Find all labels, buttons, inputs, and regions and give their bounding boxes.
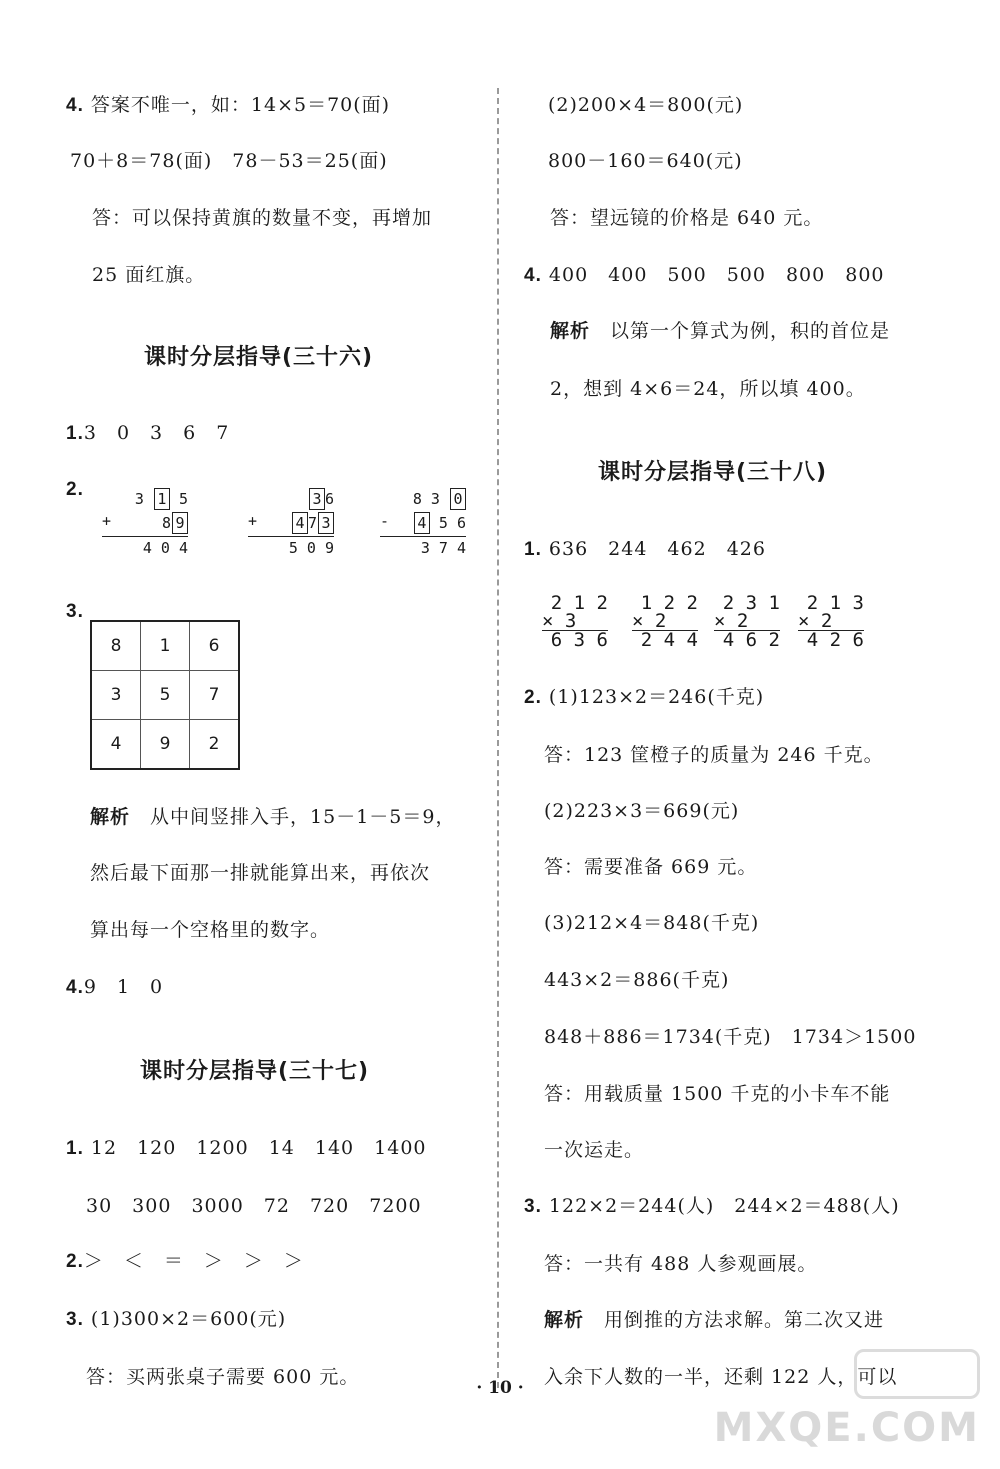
- blank-box: 9: [172, 512, 188, 534]
- s36-q3-analysis-line1: 解析 从中间竖排入手，15－1－5＝9，: [90, 806, 456, 828]
- grid-cell: 2: [190, 720, 240, 770]
- blank-box: 0: [450, 488, 466, 510]
- s38-q2-line2: 答：123 筐橙子的质量为 246 千克。: [544, 744, 884, 766]
- blank-box: 1: [154, 488, 170, 510]
- q4-prev-line3: 答：可以保持黄旗的数量不变，再增加: [92, 207, 433, 229]
- calc2-second: + 4 7 3: [248, 512, 334, 534]
- blank-box: 4: [292, 512, 308, 534]
- s38-q1: 1. 636 244 462 426: [524, 538, 766, 560]
- calc2-result: 5 0 9: [288, 539, 334, 557]
- mult-bottom: × 3: [542, 610, 577, 632]
- s37-q2: 2.＞ ＜ ＝ ＞ ＞ ＞: [66, 1250, 304, 1272]
- grid-row: [91, 671, 239, 720]
- calc3-top: 8 3 0: [413, 488, 466, 510]
- grid-cell: 5: [141, 671, 190, 720]
- vertical-addition-1: [102, 488, 188, 558]
- s38-q3-line1: 3. 122×2＝244(人) 244×2＝488(人): [524, 1195, 900, 1217]
- s37-q3-line2: 答：买两张桌子需要 600 元。: [86, 1366, 360, 1388]
- vertical-multiplication-2: [632, 594, 698, 650]
- grid-cell: 8: [91, 621, 141, 671]
- s38-q2-line1: 2. (1)123×2＝246(千克): [524, 686, 765, 708]
- r-q4-analysis-line1: 解析 以第一个算式为例，积的首位是: [550, 320, 891, 342]
- mult-top: 2 3 1: [722, 592, 780, 614]
- s36-q2-num: 2.: [66, 479, 84, 500]
- vertical-multiplication-4: [798, 594, 864, 650]
- calc1-second: + 8 9: [102, 512, 188, 534]
- watermark: [714, 1349, 980, 1451]
- r-q4: 4. 400 400 500 500 800 800: [524, 264, 885, 286]
- section-title-36: 课时分层指导(三十六): [144, 345, 374, 370]
- s38-q2-line6: 443×2＝886(千克): [544, 969, 730, 991]
- grid-row: [91, 621, 239, 671]
- mult-bottom: × 2: [798, 610, 833, 632]
- r-q4-analysis-line2: 2，想到 4×6＝24，所以填 400。: [550, 378, 866, 400]
- r-q3-line1: (2)200×4＝800(元): [548, 94, 744, 116]
- q4-prev-line1: 4. 答案不唯一，如：14×5＝70(面): [66, 94, 391, 116]
- grid-cell: 6: [190, 621, 240, 671]
- vertical-subtraction-3: [380, 488, 466, 558]
- s36-q3-analysis-line2: 然后最下面那一排就能算出来，再依次: [90, 862, 431, 884]
- mult-bottom: × 2: [714, 610, 749, 632]
- mult-result: 6 3 6: [550, 629, 608, 651]
- s36-q4: 4.9 1 0: [66, 976, 164, 998]
- s38-q3-line2: 答：一共有 488 人参观画展。: [544, 1253, 818, 1275]
- s38-q2-line9: 一次运走。: [544, 1139, 645, 1161]
- s37-q1-line1: 1. 12 120 1200 14 140 1400: [66, 1137, 427, 1159]
- blank-box: 4: [414, 512, 430, 534]
- s38-q2-line8: 答：用载质量 1500 千克的小卡车不能: [544, 1083, 891, 1105]
- s36-q1: 1.3 0 3 6 7: [66, 422, 230, 444]
- calc2-top: 3 6: [308, 488, 334, 510]
- calc1-result: 4 0 4: [142, 539, 188, 557]
- vertical-multiplication-3: [714, 594, 780, 650]
- blank-box: 3: [318, 512, 334, 534]
- s37-q1-line2: 30 300 3000 72 720 7200: [86, 1195, 422, 1217]
- section-title-37: 课时分层指导(三十七): [140, 1059, 370, 1084]
- grid-row: [91, 720, 239, 770]
- s36-q3-num: 3.: [66, 601, 84, 622]
- s38-q2-line7: 848＋886＝1734(千克) 1734＞1500: [544, 1026, 917, 1048]
- s37-q3-line1: 3. (1)300×2＝600(元): [66, 1308, 287, 1330]
- q4-prev-line4: 25 面红旗。: [92, 264, 206, 286]
- mult-top: 2 1 2: [550, 592, 608, 614]
- magic-square: [90, 620, 240, 770]
- page-number: · 10 ·: [476, 1378, 524, 1398]
- r-q3-line3: 答：望远镜的价格是 640 元。: [550, 207, 824, 229]
- mult-top: 1 2 2: [640, 592, 698, 614]
- grid-cell: 4: [91, 720, 141, 770]
- mult-result: 4 2 6: [806, 629, 864, 651]
- r-q3-line2: 800－160＝640(元): [548, 150, 743, 172]
- watermark-text: MXQE.COM: [713, 1405, 980, 1451]
- s38-q2-line3: (2)223×3＝669(元): [544, 800, 740, 822]
- grid-cell: 3: [91, 671, 141, 720]
- calc1-bar: [102, 536, 188, 537]
- s38-q2-line5: (3)212×4＝848(千克): [544, 912, 760, 934]
- grid-cell: 1: [141, 621, 190, 671]
- mult-top: 2 1 3: [806, 592, 864, 614]
- q4-prev-line2: 70＋8＝78(面) 78－53＝25(面): [70, 150, 388, 172]
- column-divider: [497, 88, 499, 1388]
- vertical-multiplication-1: [542, 594, 608, 650]
- vertical-addition-2: [248, 488, 334, 558]
- s38-q2-line4: 答：需要准备 669 元。: [544, 856, 758, 878]
- calc1-top: 3 1 5: [134, 490, 188, 508]
- watermark-logo-icon: [854, 1349, 980, 1399]
- s36-q3-analysis-line3: 算出每一个空格里的数字。: [90, 919, 331, 941]
- blank-box: 3: [309, 488, 325, 510]
- grid-cell: 7: [190, 671, 240, 720]
- calc3-result: 3 7 4: [420, 539, 466, 557]
- s38-q3-analysis-line2: 入余下人数的一半，还剩 122 人，可以: [544, 1366, 898, 1388]
- calc3-second: - 4 5 6: [380, 512, 466, 532]
- mult-bottom: × 2: [632, 610, 667, 632]
- grid-cell: 9: [141, 720, 190, 770]
- section-title-38: 课时分层指导(三十八): [598, 460, 828, 485]
- mult-result: 2 4 4: [640, 629, 698, 651]
- s38-q3-analysis-line1: 解析 用倒推的方法求解。第二次又进: [544, 1309, 885, 1331]
- calc3-bar: [380, 536, 466, 537]
- mult-result: 4 6 2: [722, 629, 780, 651]
- calc2-bar: [248, 536, 334, 537]
